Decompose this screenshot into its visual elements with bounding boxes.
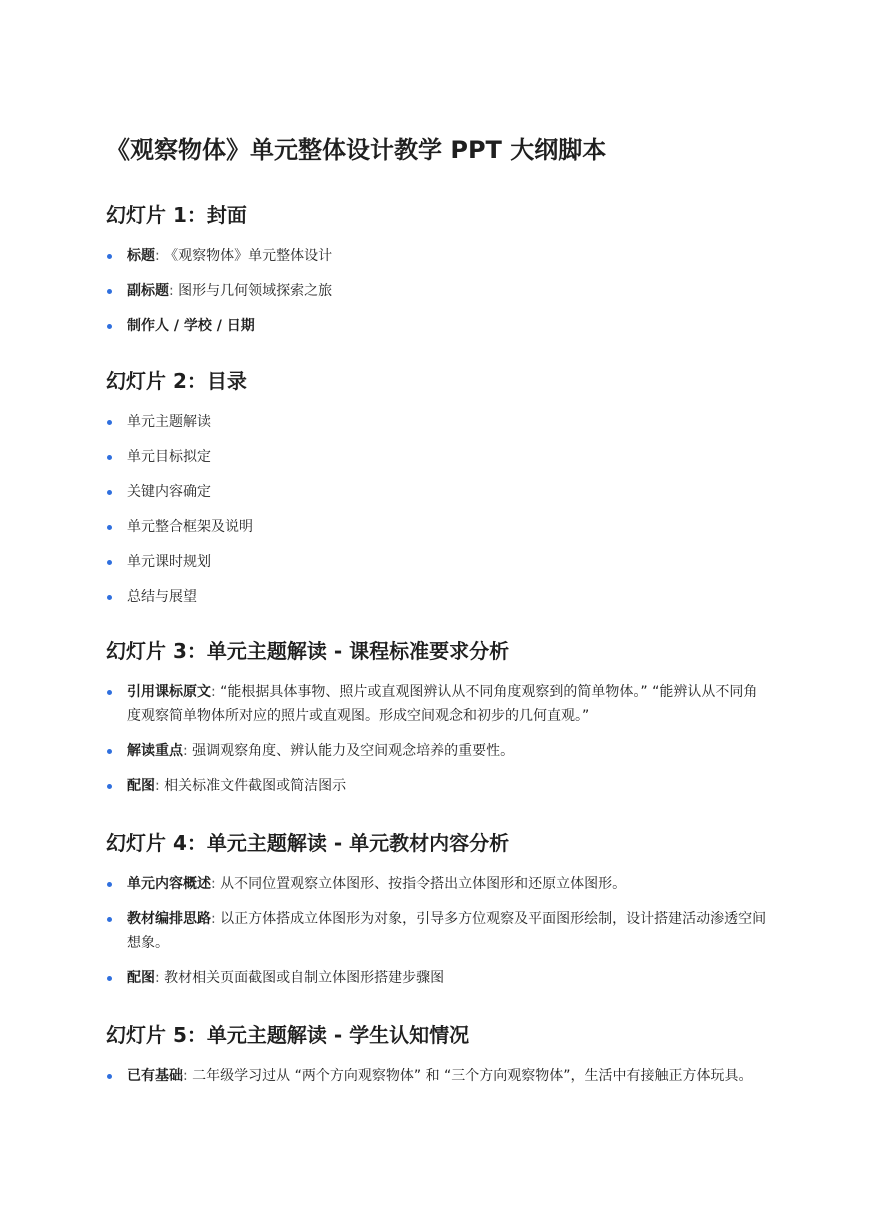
list-item: 已有基础: 二年级学习过从 “两个方向观察物体” 和 “三个方向观察物体”，生活中有接触正方体玩具。 [106,1064,770,1088]
bullet-icon [107,420,112,425]
bullet-icon [107,1074,112,1079]
bullet-icon [107,976,112,981]
slide-2-list [106,410,770,620]
list-item: 解读重点: 强调观察角度、辨认能力及空间观念培养的重要性。 [106,739,770,763]
list-item: 制作人 / 学校 / 日期 [106,314,770,338]
bullet-icon [107,690,112,695]
slide-4-list [106,872,770,1001]
list-item: 配图: 教材相关页面截图或自制立体图形搭建步骤图 [106,966,770,990]
slide-3-list [106,680,770,809]
bullet-icon [107,254,112,259]
list-item: 单元内容概述: 从不同位置观察立体图形、按指令搭出立体图形和还原立体图形。 [106,872,770,896]
bullet-icon [107,784,112,789]
list-item: 单元整合框架及说明 [106,515,770,539]
bullet-icon [107,490,112,495]
list-item: 引用课标原文: “能根据具体事物、照片或直观图辨认从不同角度观察到的简单物体。” “能辨认从不同角度观察简单物体所对应的照片或直观图。形成空间观念和初步的几何直观。” [106,680,770,728]
slide-5-heading: 幻灯片 5：单元主题解读 - 学生认知情况 [106,1023,470,1047]
slide-2-heading: 幻灯片 2：目录 [106,369,247,393]
list-item: 单元课时规划 [106,550,770,574]
slide-1-heading: 幻灯片 1：封面 [106,203,247,227]
bullet-icon [107,595,112,600]
bullet-icon [107,455,112,460]
list-item: 副标题: 图形与几何领域探索之旅 [106,279,770,303]
slide-5-list [106,1064,770,1099]
list-item: 教材编排思路: 以正方体搭成立体图形为对象，引导多方位观察及平面图形绘制，设计搭建活动渗透空间想象。 [106,907,770,955]
slide-4-heading: 幻灯片 4：单元主题解读 - 单元教材内容分析 [106,831,510,855]
bullet-icon [107,917,112,922]
list-item: 总结与展望 [106,585,770,609]
document-title: 《观察物体》单元整体设计教学 PPT 大纲脚本 [106,136,607,164]
bullet-icon [107,324,112,329]
list-item: 关键内容确定 [106,480,770,504]
list-item: 标题: 《观察物体》单元整体设计 [106,244,770,268]
slide-1-list [106,244,770,349]
slide-3-heading: 幻灯片 3：单元主题解读 - 课程标准要求分析 [106,639,510,663]
list-item: 配图: 相关标准文件截图或简洁图示 [106,774,770,798]
bullet-icon [107,749,112,754]
list-item: 单元目标拟定 [106,445,770,469]
bullet-icon [107,289,112,294]
bullet-icon [107,560,112,565]
bullet-icon [107,525,112,530]
list-item: 单元主题解读 [106,410,770,434]
bullet-icon [107,882,112,887]
